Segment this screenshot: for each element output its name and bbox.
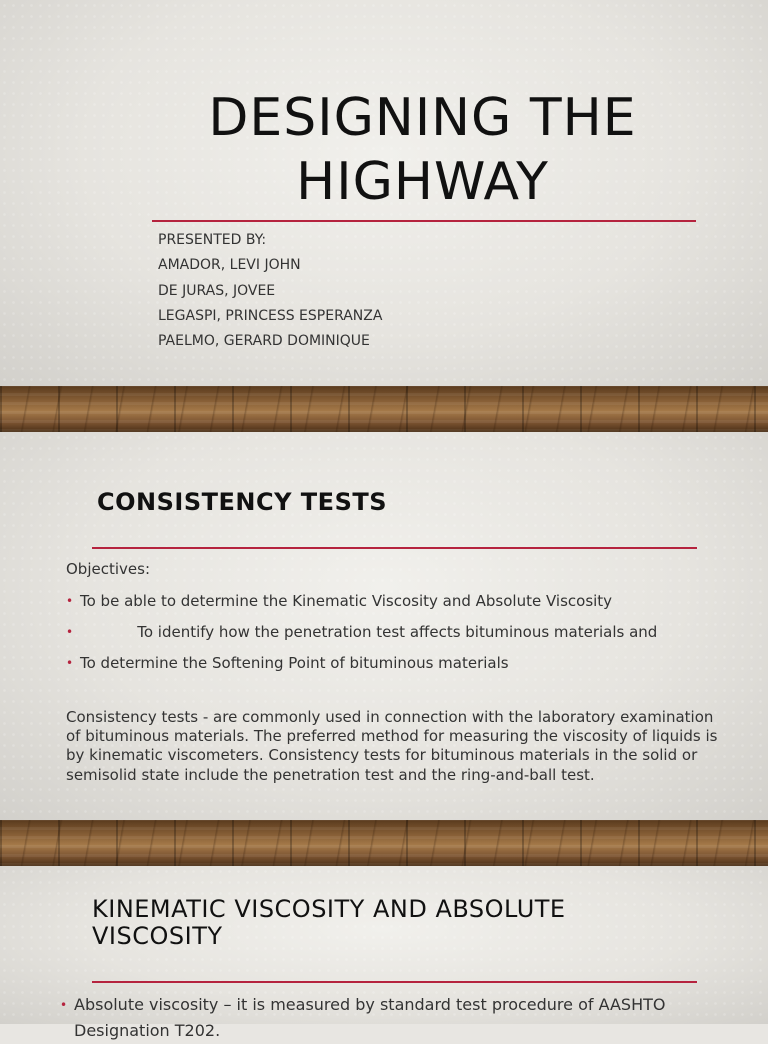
consistency-paragraph: Consistency tests - are commonly used in connection with the laboratory examination of bituminous materials. The preferred method for measuring the viscosity of liquids is by kinematic viscometers. Consistency tests for bituminous materials in the solid or semisolid state include the penetration test and the ring-and-ball test. xyxy=(66,708,718,784)
title-divider xyxy=(152,220,696,222)
slide-title-kinematic: KINEMATIC VISCOSITY AND ABSOLUTE VISCOSITY xyxy=(92,895,566,950)
bullet-text: To be able to determine the Kinematic Viscosity and Absolute Viscosity xyxy=(80,592,613,610)
presenter-item: LEGASPI, PRINCESS ESPERANZA xyxy=(158,307,383,324)
slide-title-consistency: CONSISTENCY TESTS xyxy=(97,488,388,516)
title-line-2: HIGHWAY xyxy=(296,152,549,212)
presenter-list xyxy=(158,228,678,354)
wood-floor-band xyxy=(0,386,768,432)
bullet-dot-icon: • xyxy=(66,594,74,608)
bullet-dot-icon: • xyxy=(66,656,74,670)
slide-consistency-tests xyxy=(0,432,768,820)
title-line-1: DESIGNING THE xyxy=(208,88,637,148)
bullet-item xyxy=(66,618,746,649)
presenter-item: DE JURAS, JOVEE xyxy=(158,282,276,299)
presentation-title xyxy=(150,86,695,214)
bullet-item xyxy=(66,649,746,680)
presenter-item: PRESENTED BY: xyxy=(158,232,267,248)
objectives-label: Objectives: xyxy=(66,560,150,578)
bullet-text: Absolute viscosity – it is measured by standard test procedure of AASHTO Designation T202. xyxy=(74,995,666,1040)
kinematic-bullet-list xyxy=(60,992,750,1044)
wood-floor-band xyxy=(0,820,768,866)
bullet-item xyxy=(60,992,750,1044)
presenter-item: AMADOR, LEVI JOHN xyxy=(158,257,301,274)
title-divider xyxy=(92,981,697,983)
slide-title xyxy=(0,0,768,386)
title-divider xyxy=(92,547,697,549)
presenter-item: PAELMO, GERARD DOMINIQUE xyxy=(158,333,370,350)
slide-kinematic-viscosity xyxy=(0,866,768,1040)
objectives-list xyxy=(66,587,746,680)
bullet-text: To identify how the penetration test affects bituminous materials and xyxy=(80,623,658,641)
bullet-dot-icon: • xyxy=(66,625,74,639)
bullet-dot-icon: • xyxy=(60,998,68,1012)
bullet-text: To determine the Softening Point of bituminous materials xyxy=(80,654,509,672)
bullet-item xyxy=(66,587,746,618)
